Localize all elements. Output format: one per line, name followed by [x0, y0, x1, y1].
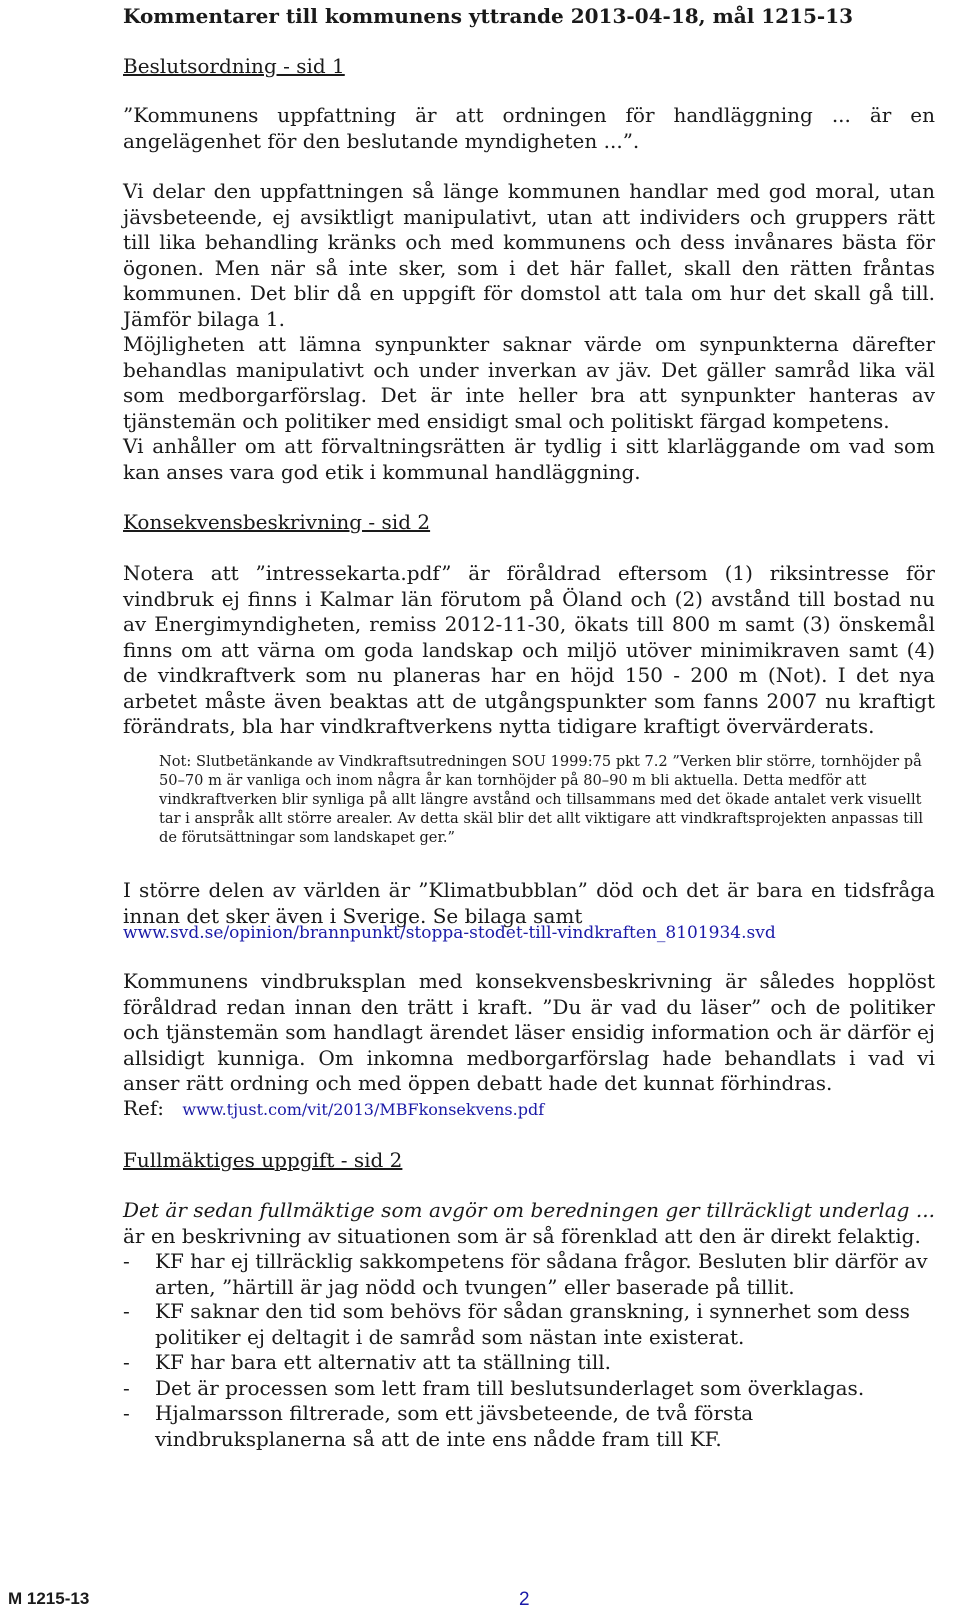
ref-label: Ref:: [123, 1096, 165, 1120]
bullet-text: KF saknar den tid som behövs för sådan granskning, i synnerhet som dess politiker ej deltagit i de samråd som nästan inte existerat.: [155, 1299, 910, 1349]
paragraph-vindbruksplan: Kommunens vindbruksplan med konsekvensbeskrivning är således hopplöst föråldrad redan innan den trätt i kraft. ”Du är vad du läser” och de politiker och tjänstemän som handlagt ärendet läser ensidig information och är därför ej allsidigt kunniga. Om inkomna medborgarförslag hade behandlats i vad vi anser rätt ordning och med öppen debatt hade det kunnat förhindras.: [123, 969, 935, 1095]
bullet-dash: -: [123, 1350, 130, 1374]
paragraph-anhaller: Vi anhåller om att förvaltningsrätten är tydlig i sitt klarläggande om vad som kan anses vara god etik i kommunal handläggning.: [123, 434, 935, 484]
svd-link[interactable]: www.svd.se/opinion/brannpunkt/stoppa-stodet-till-vindkraften_8101934.svd: [123, 923, 776, 943]
section-heading-beslutsordning: Beslutsordning - sid 1: [123, 54, 345, 78]
paragraph-fullmaktige: [123, 1198, 935, 1249]
footer-page-number: 2: [519, 1589, 530, 1610]
bullet-dash: -: [123, 1376, 130, 1400]
list-item: [123, 1299, 935, 1350]
document-title: Kommentarer till kommunens yttrande 2013-04-18, mål 1215-13: [123, 4, 854, 28]
tjust-link[interactable]: www.tjust.com/vit/2013/MBFkonsekvens.pdf: [182, 1100, 545, 1119]
list-item: [123, 1350, 935, 1376]
quote-paragraph: ”Kommunens uppfattning är att ordningen för handläggning ... är en angelägenhet för den beslutande myndigheten ...”.: [123, 103, 935, 153]
bullet-dash: -: [123, 1401, 130, 1425]
bullet-text: Det är processen som lett fram till beslutsunderlaget som överklagas.: [155, 1376, 865, 1400]
bullet-dash: -: [123, 1249, 130, 1273]
bullet-text: KF har bara ett alternativ att ta ställning till.: [155, 1350, 611, 1374]
bullet-dash: -: [123, 1299, 130, 1323]
bullet-text: Hjalmarsson filtrerade, som ett jävsbeteende, de två första vindbruksplanerna så att de inte ens nådde fram till KF.: [155, 1401, 754, 1451]
paragraph-moral: Vi delar den uppfattningen så länge kommunen handlar med god moral, utan jävsbeteende, ej avsiktligt manipulativt, utan att individers och gruppers rätt till lika behandling kränks och med kommunens och dess invånares bästa för ögonen. Men när så inte sker, som i det här fallet, skall den rätten fråntas kommunen. Det blir då en uppgift för domstol att tala om hur det skall gå till. Jämför bilaga 1.: [123, 179, 935, 331]
paragraph-intressekarta: Notera att ”intressekarta.pdf” är föråldrad eftersom (1) riksintresse för vindbruk ej finns i Kalmar län förutom på Öland och (2) avstånd till bostad nu av Energimyndigheten, remiss 2012-11-30, ökats till 800 m samt (3) önskemål finns om att värna om goda landskap och miljö utöver minimikraven samt (4) de vindkraftverk som nu planeras har en höjd 150 - 200 m (Not). I det nya arbetet måste även beaktas att de utgångspunkter som fanns 2007 nu kraftigt förändrats, bla har vindkraftverkens nytta tidigare kraftigt övervärderats.: [123, 561, 935, 738]
paragraph-synpunkter: Möjligheten att lämna synpunkter saknar värde om synpunkterna därefter behandlas manipulativt och under inverkan av jäv. Det gäller samråd lika väl som medborgarförslag. Det är inte heller bra att synpunkter hanteras av tjänstemän och politiker med ensidigt smal och politiskt färgad kompetens.: [123, 332, 935, 433]
list-item: [123, 1376, 935, 1402]
list-item: [123, 1249, 935, 1300]
ref-line: [123, 1096, 544, 1123]
list-item: [123, 1401, 935, 1452]
italic-quote: Det är sedan fullmäktige som avgör om beredningen ger tillräckligt underlag ...: [123, 1198, 935, 1222]
footer-case-number: M 1215-13: [8, 1589, 90, 1608]
section-heading-konsekvensbeskrivning: Konsekvensbeskrivning - sid 2: [123, 510, 431, 534]
footnote-block: Not: Slutbetänkande av Vindkraftsutredningen SOU 1999:75 pkt 7.2 ”Verken blir större, tornhöjder på 50–70 m är vanliga och inom några år kan tornhöjder på 80–90 m bli aktuella. Detta medför att vindkraftverken blir synliga på allt längre avstånd och tillsammans med det ökade antalet verk visuellt tar i anspråk allt större arealer. Av detta skäl blir det allt viktigare att vindkraftsprojekten anpassas till de förutsättningar som landskapet ger.”: [159, 753, 924, 846]
paragraph-fullmaktige-rest: är en beskrivning av situationen som är så förenklad att den är direkt felaktig.: [123, 1223, 921, 1248]
bullet-text: KF har ej tillräcklig sakkompetens för sådana frågor. Besluten blir därför av arten, ”härtill är jag nödd och tvungen” eller baserade på tillit.: [155, 1249, 928, 1299]
section-heading-fullmaktige: Fullmäktiges uppgift - sid 2: [123, 1148, 403, 1172]
paragraph-klimatbubblan: I större delen av världen är ”Klimatbubblan” död och det är bara en tidsfråga innan det sker även i Sverige. Se bilaga samt: [123, 878, 935, 928]
